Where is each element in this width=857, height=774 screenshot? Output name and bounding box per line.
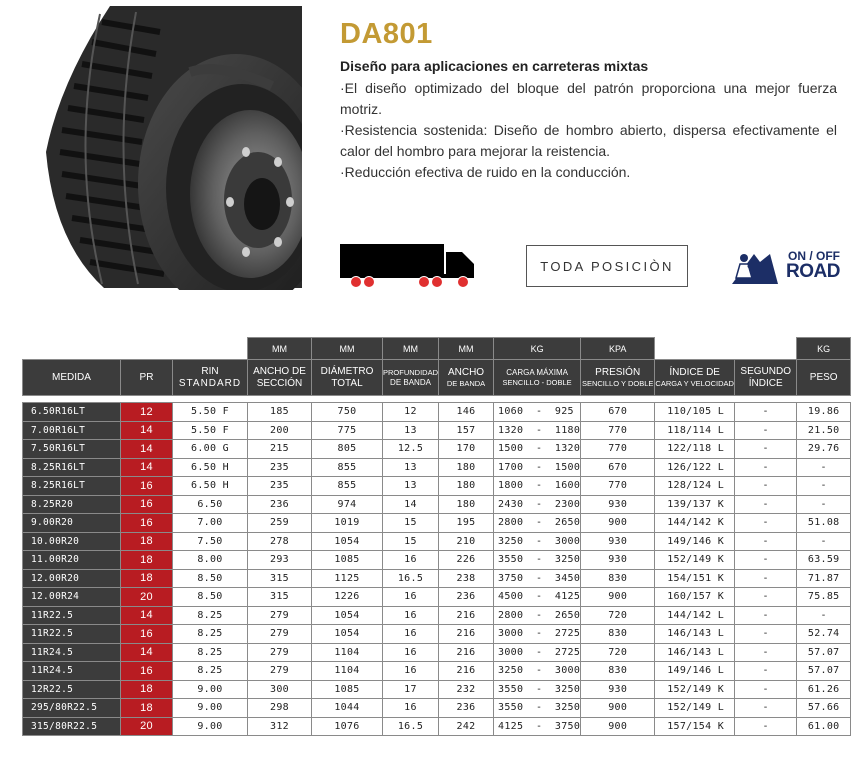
feature-item: ·Resistencia sostenida: Diseño de hombro abierto, dispersa efectivamente el calor del hombro para mejorar la reistencia. [340, 122, 837, 159]
feature-item: ·Reducción efectiva de ruido en la conducción. [340, 164, 631, 180]
cell-banda: 216 [439, 662, 494, 681]
cell-banda: 226 [439, 551, 494, 570]
header-profundidad [383, 360, 439, 396]
header-line: ANCHO DE [253, 365, 306, 377]
cell-prof: 13 [383, 477, 439, 496]
table-row [23, 625, 851, 644]
cell-diametro: 1104 [312, 643, 383, 662]
cell-peso: 29.76 [797, 440, 851, 459]
cell-rin: 8.00 [173, 551, 248, 570]
cell-ancho: 278 [248, 532, 312, 551]
cell-medida: 8.25R16LT [23, 458, 121, 477]
cell-carga: 3250 - 3000 [494, 532, 581, 551]
cell-segundo: - [735, 588, 797, 607]
cell-peso: 57.66 [797, 699, 851, 718]
table-row [23, 551, 851, 570]
cell-diametro: 1226 [312, 588, 383, 607]
cell-segundo: - [735, 680, 797, 699]
cell-pr: 20 [121, 717, 173, 736]
cell-ancho: 315 [248, 569, 312, 588]
cell-ancho: 315 [248, 588, 312, 607]
unit-cell: MM [439, 338, 494, 360]
cell-medida: 11.00R20 [23, 551, 121, 570]
cell-banda: 170 [439, 440, 494, 459]
cell-carga: 2800 - 2650 [494, 606, 581, 625]
table-row [23, 643, 851, 662]
cell-medida: 295/80R22.5 [23, 699, 121, 718]
cell-segundo: - [735, 514, 797, 533]
cell-pr: 18 [121, 532, 173, 551]
cell-rin: 7.50 [173, 532, 248, 551]
unit-cell: MM [383, 338, 439, 360]
header-ancho-seccion [248, 360, 312, 396]
cell-presion: 830 [581, 662, 655, 681]
cell-indice: 149/146 K [655, 532, 735, 551]
cell-medida: 12R22.5 [23, 680, 121, 699]
cell-medida: 11R22.5 [23, 606, 121, 625]
cell-prof: 16 [383, 606, 439, 625]
cell-indice: 128/124 L [655, 477, 735, 496]
table-row [23, 477, 851, 496]
cell-peso: 51.08 [797, 514, 851, 533]
cell-diametro: 1085 [312, 680, 383, 699]
cell-pr: 16 [121, 625, 173, 644]
header-rin-line2: STANDARD [178, 377, 242, 389]
cell-prof: 16.5 [383, 717, 439, 736]
cell-pr: 18 [121, 699, 173, 718]
cell-ancho: 293 [248, 551, 312, 570]
cell-banda: 238 [439, 569, 494, 588]
cell-pr: 18 [121, 569, 173, 588]
cell-medida: 12.00R24 [23, 588, 121, 607]
cell-presion: 770 [581, 440, 655, 459]
cell-peso: 63.59 [797, 551, 851, 570]
cell-ancho: 200 [248, 421, 312, 440]
spec-table [22, 337, 851, 736]
header-line: SENCILLO - DOBLE [502, 377, 572, 387]
table-row [23, 421, 851, 440]
tire-icon [40, 2, 302, 290]
table-row [23, 569, 851, 588]
table-row [23, 440, 851, 459]
cell-diametro: 1044 [312, 699, 383, 718]
cell-medida: 8.25R16LT [23, 477, 121, 496]
cell-rin: 9.00 [173, 699, 248, 718]
cell-presion: 930 [581, 680, 655, 699]
cell-rin: 8.25 [173, 643, 248, 662]
cell-medida: 12.00R20 [23, 569, 121, 588]
header-ancho-banda [439, 360, 494, 396]
header-line: TOTAL [331, 377, 363, 389]
unit-cell: KG [797, 338, 851, 360]
cell-carga: 4500 - 4125 [494, 588, 581, 607]
cell-indice: 149/146 L [655, 662, 735, 681]
cell-banda: 180 [439, 495, 494, 514]
cell-peso: 75.85 [797, 588, 851, 607]
cell-medida: 11R24.5 [23, 643, 121, 662]
cell-indice: 144/142 L [655, 606, 735, 625]
cell-pr: 16 [121, 514, 173, 533]
cell-carga: 1800 - 1600 [494, 477, 581, 496]
position-badge: TODA POSICIÒN [526, 245, 688, 287]
cell-rin: 7.00 [173, 514, 248, 533]
cell-rin: 8.25 [173, 625, 248, 644]
cell-peso: 61.00 [797, 717, 851, 736]
unit-cell: MM [248, 338, 312, 360]
cell-ancho: 235 [248, 458, 312, 477]
cell-presion: 930 [581, 532, 655, 551]
cell-medida: 9.00R20 [23, 514, 121, 533]
table-row [23, 514, 851, 533]
cell-presion: 720 [581, 643, 655, 662]
cell-prof: 15 [383, 514, 439, 533]
header-row [23, 360, 851, 396]
cell-pr: 14 [121, 643, 173, 662]
cell-segundo: - [735, 643, 797, 662]
header-rin-line1: RIN [201, 365, 219, 377]
cell-medida: 11R22.5 [23, 625, 121, 644]
cell-segundo: - [735, 532, 797, 551]
cell-rin: 6.50 H [173, 477, 248, 496]
cell-banda: 210 [439, 532, 494, 551]
table-row [23, 532, 851, 551]
cell-ancho: 279 [248, 625, 312, 644]
cell-banda: 232 [439, 680, 494, 699]
cell-banda: 180 [439, 458, 494, 477]
cell-peso: - [797, 495, 851, 514]
cell-peso: 57.07 [797, 643, 851, 662]
cell-indice: 152/149 L [655, 699, 735, 718]
product-subtitle: Diseño para aplicaciones en carreteras mixtas [340, 58, 649, 74]
cell-banda: 180 [439, 477, 494, 496]
cell-rin: 8.25 [173, 606, 248, 625]
cell-indice: 118/114 L [655, 421, 735, 440]
cell-indice: 154/151 K [655, 569, 735, 588]
cell-prof: 13 [383, 421, 439, 440]
cell-banda: 195 [439, 514, 494, 533]
cell-presion: 930 [581, 495, 655, 514]
cell-medida: 11R24.5 [23, 662, 121, 681]
header-peso: PESO [797, 360, 851, 396]
feature-item: ·El diseño optimizado del bloque del patrón proporciona una mejor fuerza motriz. [340, 80, 837, 117]
cell-segundo: - [735, 699, 797, 718]
header-rin [173, 360, 248, 396]
cell-medida: 8.25R20 [23, 495, 121, 514]
header-line: ANCHO [447, 366, 485, 378]
cell-segundo: - [735, 458, 797, 477]
cell-prof: 16 [383, 588, 439, 607]
cell-banda: 236 [439, 588, 494, 607]
cell-pr: 14 [121, 440, 173, 459]
cell-presion: 930 [581, 551, 655, 570]
cell-segundo: - [735, 551, 797, 570]
cell-ancho: 300 [248, 680, 312, 699]
cell-diametro: 805 [312, 440, 383, 459]
cell-prof: 16 [383, 662, 439, 681]
cell-diametro: 855 [312, 458, 383, 477]
cell-banda: 216 [439, 643, 494, 662]
cell-carga: 1320 - 1180 [494, 421, 581, 440]
cell-indice: 144/142 K [655, 514, 735, 533]
cell-presion: 670 [581, 403, 655, 422]
cell-peso: - [797, 477, 851, 496]
onoff-top-label: ON / OFF [788, 249, 840, 263]
cell-segundo: - [735, 606, 797, 625]
cell-peso: 52.74 [797, 625, 851, 644]
cell-carga: 1500 - 1320 [494, 440, 581, 459]
cell-diametro: 1104 [312, 662, 383, 681]
cell-diametro: 750 [312, 403, 383, 422]
cell-banda: 146 [439, 403, 494, 422]
header-line: ÍNDICE DE [669, 366, 720, 378]
cell-presion: 720 [581, 606, 655, 625]
cell-peso: - [797, 458, 851, 477]
unit-row [23, 338, 851, 360]
cell-peso: - [797, 532, 851, 551]
cell-presion: 770 [581, 421, 655, 440]
cell-banda: 242 [439, 717, 494, 736]
header-presion [581, 360, 655, 396]
cell-diametro: 1076 [312, 717, 383, 736]
cell-pr: 16 [121, 495, 173, 514]
cell-banda: 216 [439, 625, 494, 644]
cell-indice: 146/143 L [655, 625, 735, 644]
cell-carga: 3750 - 3450 [494, 569, 581, 588]
cell-pr: 14 [121, 606, 173, 625]
cell-ancho: 279 [248, 643, 312, 662]
cell-segundo: - [735, 403, 797, 422]
cell-indice: 126/122 L [655, 458, 735, 477]
cell-prof: 12 [383, 403, 439, 422]
cell-indice: 157/154 K [655, 717, 735, 736]
truck-trailer-icon [338, 240, 478, 297]
cell-indice: 122/118 L [655, 440, 735, 459]
header-line: CARGA MÁXIMA [506, 367, 568, 377]
cell-ancho: 279 [248, 662, 312, 681]
cell-medida: 6.50R16LT [23, 403, 121, 422]
cell-banda: 157 [439, 421, 494, 440]
cell-pr: 12 [121, 403, 173, 422]
cell-carga: 3250 - 3000 [494, 662, 581, 681]
cell-medida: 10.00R20 [23, 532, 121, 551]
table-row [23, 606, 851, 625]
cell-carga: 3000 - 2725 [494, 625, 581, 644]
cell-banda: 236 [439, 699, 494, 718]
header-line: DE BANDA [390, 377, 431, 387]
header-medida: MEDIDA [23, 360, 121, 396]
cell-carga: 2430 - 2300 [494, 495, 581, 514]
cell-indice: 152/149 K [655, 551, 735, 570]
cell-carga: 2800 - 2650 [494, 514, 581, 533]
cell-presion: 770 [581, 477, 655, 496]
cell-carga: 3000 - 2725 [494, 643, 581, 662]
cell-peso: 19.86 [797, 403, 851, 422]
cell-segundo: - [735, 569, 797, 588]
table-row [23, 662, 851, 681]
cell-pr: 18 [121, 680, 173, 699]
header-line: PROFUNDIDAD [383, 367, 439, 377]
tire-image [40, 2, 302, 290]
on-off-road-logo [730, 244, 842, 288]
table-row [23, 717, 851, 736]
cell-presion: 900 [581, 514, 655, 533]
cell-segundo: - [735, 625, 797, 644]
cell-rin: 8.50 [173, 588, 248, 607]
road-worker-icon [730, 244, 780, 288]
cell-pr: 16 [121, 662, 173, 681]
cell-ancho: 185 [248, 403, 312, 422]
cell-prof: 13 [383, 458, 439, 477]
header-segundo [735, 360, 797, 396]
header-line: SENCILLO Y DOBLE [581, 378, 654, 388]
cell-peso: 61.26 [797, 680, 851, 699]
cell-rin: 6.50 H [173, 458, 248, 477]
cell-diametro: 974 [312, 495, 383, 514]
cell-indice: 160/157 K [655, 588, 735, 607]
cell-diametro: 1019 [312, 514, 383, 533]
cell-prof: 12.5 [383, 440, 439, 459]
cell-pr: 14 [121, 458, 173, 477]
table-row [23, 699, 851, 718]
cell-prof: 16 [383, 643, 439, 662]
onoff-bottom-label: ROAD [786, 261, 840, 282]
cell-indice: 139/137 K [655, 495, 735, 514]
cell-segundo: - [735, 495, 797, 514]
cell-diametro: 775 [312, 421, 383, 440]
cell-presion: 900 [581, 699, 655, 718]
cell-segundo: - [735, 421, 797, 440]
cell-presion: 830 [581, 625, 655, 644]
cell-indice: 146/143 L [655, 643, 735, 662]
header-diametro [312, 360, 383, 396]
cell-rin: 5.50 F [173, 403, 248, 422]
header-line: SEGUNDO [740, 365, 791, 377]
table-row [23, 495, 851, 514]
cell-indice: 152/149 K [655, 680, 735, 699]
cell-peso: - [797, 606, 851, 625]
cell-medida: 315/80R22.5 [23, 717, 121, 736]
cell-presion: 900 [581, 588, 655, 607]
feature-list [340, 78, 837, 183]
cell-ancho: 215 [248, 440, 312, 459]
cell-carga: 3550 - 3250 [494, 680, 581, 699]
cell-prof: 16 [383, 551, 439, 570]
cell-ancho: 235 [248, 477, 312, 496]
header-line: DE BANDA [446, 378, 486, 388]
table-row [23, 680, 851, 699]
cell-ancho: 259 [248, 514, 312, 533]
cell-presion: 900 [581, 717, 655, 736]
cell-peso: 57.07 [797, 662, 851, 681]
cell-ancho: 279 [248, 606, 312, 625]
header-line: SECCIÓN [256, 377, 303, 389]
cell-carga: 4125 - 3750 [494, 717, 581, 736]
cell-segundo: - [735, 662, 797, 681]
cell-prof: 15 [383, 532, 439, 551]
table-row [23, 458, 851, 477]
cell-prof: 17 [383, 680, 439, 699]
cell-diametro: 855 [312, 477, 383, 496]
cell-segundo: - [735, 717, 797, 736]
header-indice [655, 360, 735, 396]
cell-prof: 16 [383, 699, 439, 718]
header-line: PRESIÓN [595, 366, 641, 378]
cell-presion: 670 [581, 458, 655, 477]
cell-prof: 14 [383, 495, 439, 514]
cell-rin: 8.50 [173, 569, 248, 588]
cell-banda: 216 [439, 606, 494, 625]
cell-diametro: 1054 [312, 606, 383, 625]
unit-cell: KG [494, 338, 581, 360]
cell-peso: 21.50 [797, 421, 851, 440]
header-carga [494, 360, 581, 396]
cell-carga: 1700 - 1500 [494, 458, 581, 477]
unit-cell: KPA [581, 338, 655, 360]
cell-rin: 6.00 G [173, 440, 248, 459]
cell-prof: 16.5 [383, 569, 439, 588]
header-pr: PR [121, 360, 173, 396]
cell-diametro: 1125 [312, 569, 383, 588]
cell-rin: 6.50 [173, 495, 248, 514]
cell-medida: 7.50R16LT [23, 440, 121, 459]
cell-carga: 3550 - 3250 [494, 551, 581, 570]
cell-prof: 16 [383, 625, 439, 644]
cell-carga: 1060 - 925 [494, 403, 581, 422]
cell-medida: 7.00R16LT [23, 421, 121, 440]
cell-peso: 71.87 [797, 569, 851, 588]
cell-carga: 3550 - 3250 [494, 699, 581, 718]
cell-rin: 8.25 [173, 662, 248, 681]
table-row [23, 403, 851, 422]
cell-ancho: 312 [248, 717, 312, 736]
cell-ancho: 236 [248, 495, 312, 514]
cell-segundo: - [735, 440, 797, 459]
cell-ancho: 298 [248, 699, 312, 718]
cell-rin: 9.00 [173, 717, 248, 736]
cell-segundo: - [735, 477, 797, 496]
cell-presion: 830 [581, 569, 655, 588]
header-line: ÍNDICE [748, 377, 783, 389]
spec-table-body [23, 403, 851, 736]
cell-rin: 9.00 [173, 680, 248, 699]
cell-pr: 14 [121, 421, 173, 440]
cell-diametro: 1054 [312, 532, 383, 551]
cell-pr: 16 [121, 477, 173, 496]
header-line: DIÁMETRO [320, 365, 374, 377]
product-model: DA801 [340, 18, 433, 50]
cell-diametro: 1085 [312, 551, 383, 570]
unit-cell: MM [312, 338, 383, 360]
cell-pr: 20 [121, 588, 173, 607]
cell-rin: 5.50 F [173, 421, 248, 440]
cell-diametro: 1054 [312, 625, 383, 644]
cell-pr: 18 [121, 551, 173, 570]
table-row [23, 588, 851, 607]
header-line: CARGA Y VELOCIDAD [655, 378, 734, 388]
cell-indice: 110/105 L [655, 403, 735, 422]
